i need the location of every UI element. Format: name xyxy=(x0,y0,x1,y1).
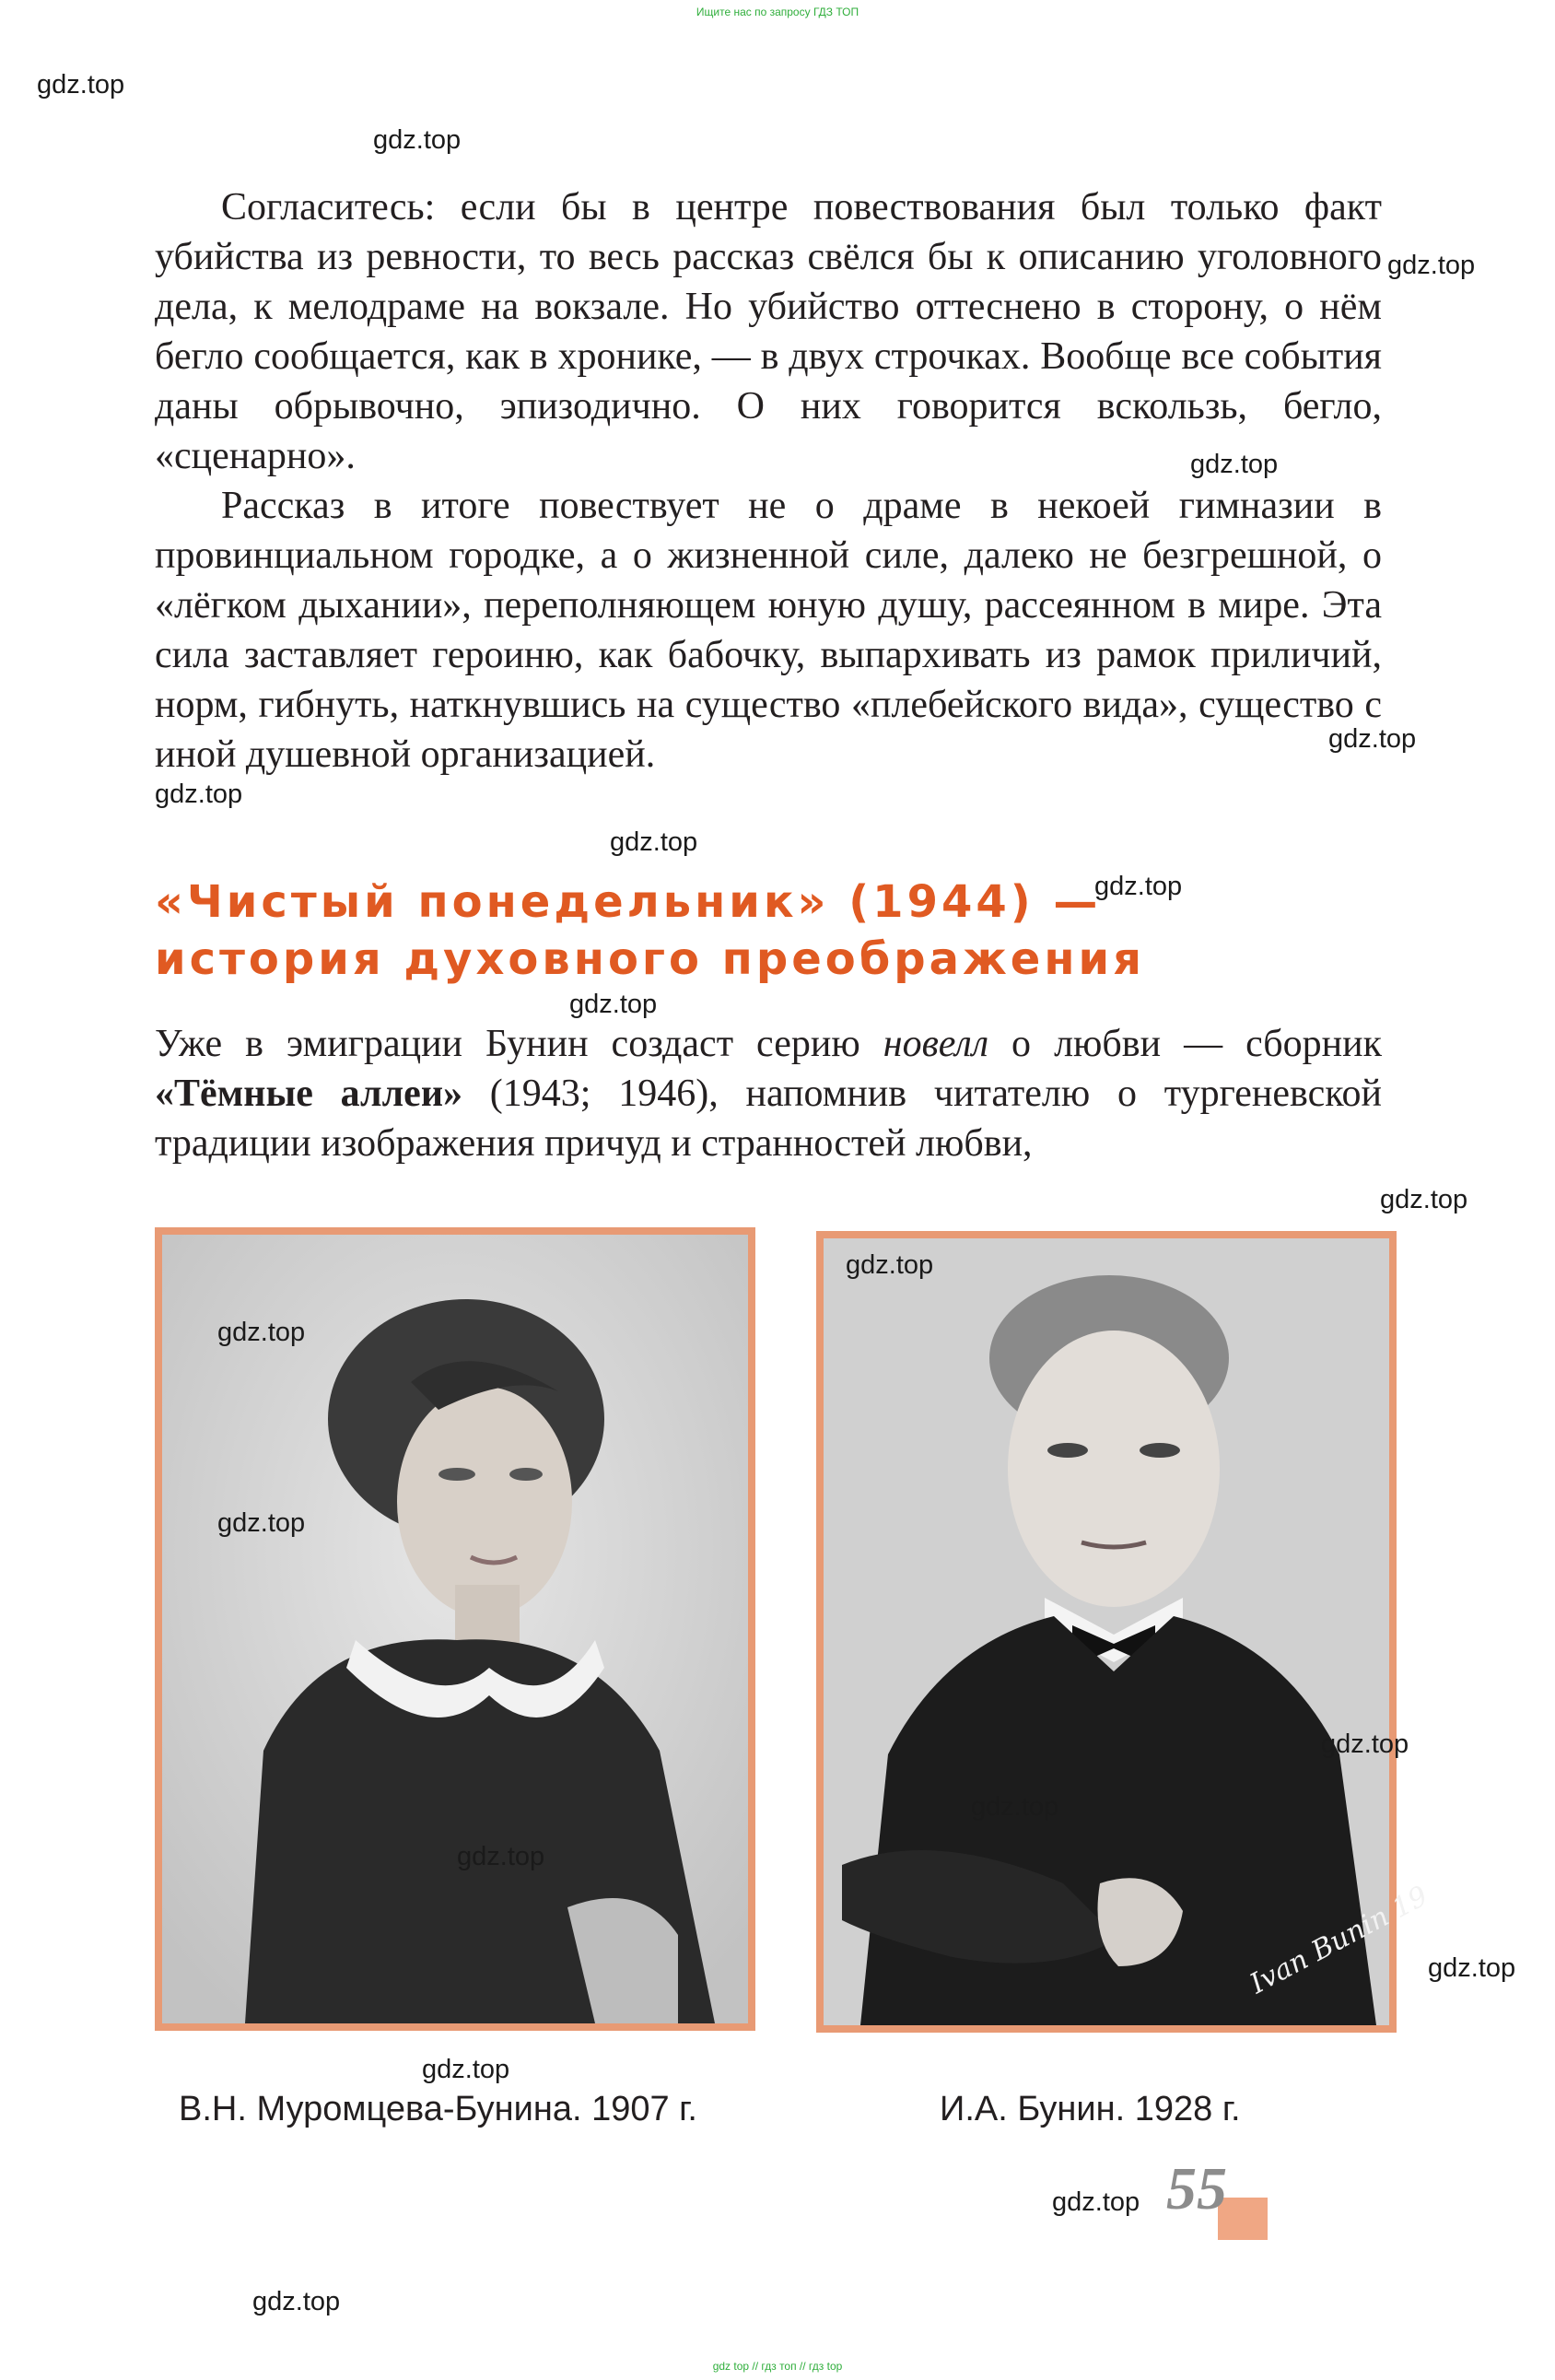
watermark: gdz.top xyxy=(1321,1729,1409,1759)
italic-term: новелл xyxy=(883,1023,989,1065)
body-text-block xyxy=(155,182,1382,780)
watermark: gdz.top xyxy=(1380,1185,1468,1214)
watermark: gdz.top xyxy=(457,1842,545,1871)
top-note: Ищите нас по запросу ГДЗ ТОП xyxy=(696,6,859,18)
book-title: «Тёмные аллеи» xyxy=(155,1073,463,1115)
watermark: gdz.top xyxy=(422,2055,510,2084)
watermark: gdz.top xyxy=(1094,872,1183,901)
photo-muromtseva xyxy=(155,1227,755,2031)
portrait-woman-image xyxy=(162,1235,748,2023)
watermark: gdz.top xyxy=(569,990,658,1019)
watermark: gdz.top xyxy=(1052,2187,1140,2217)
text-run: (1943; 1946), напомнив читателю о тургеневской традиции изображения причуд и странностей любви, xyxy=(155,1073,1382,1165)
watermark: gdz.top xyxy=(37,70,125,100)
portrait-man-image xyxy=(824,1238,1433,2025)
watermark: gdz.top xyxy=(846,1250,934,1280)
signature: Ivan Bunin 19 xyxy=(1245,1880,1433,2001)
watermark: gdz.top xyxy=(217,1508,306,1538)
paragraph: Рассказ в итоге повествует не о драме в некоей гимназии в провинциальном городке, а о жизненной силе, далеко не безгрешной, о «лёгком дыхании», переполняющем юную душу, рассеянном в мире. Эта сила заставляет героиню, как бабочку, выпархивать из рамок приличий, норм, гибнуть, наткнувшись на существо «плебейского вида», существо с иной душевной организацией. xyxy=(155,485,1382,776)
body-text-block xyxy=(155,1019,1382,1168)
bottom-note: gdz top // гдз топ // гдз top xyxy=(712,2360,843,2373)
photo-bunin xyxy=(816,1231,1433,2033)
watermark: gdz.top xyxy=(252,2287,341,2316)
watermark: gdz.top xyxy=(1190,450,1279,479)
watermark: gdz.top xyxy=(1428,1953,1516,1983)
watermark: gdz.top xyxy=(217,1318,306,1347)
photo-caption-left: В.Н. Муромцева-Бунина. 1907 г. xyxy=(179,2090,697,2128)
section-heading xyxy=(155,873,1260,988)
watermark: gdz.top xyxy=(1387,251,1476,280)
watermark: gdz.top xyxy=(971,1792,1059,1822)
text-run: Уже в эмиграции Бунин создаст серию xyxy=(155,1023,883,1065)
text-run: о любви — сборник xyxy=(988,1023,1382,1065)
paragraph xyxy=(155,1019,1382,1168)
watermark: gdz.top xyxy=(155,780,243,809)
heading-line: «Чистый понедельник» (1944) — xyxy=(155,876,1102,928)
watermark: gdz.top xyxy=(373,125,462,155)
watermark: gdz.top xyxy=(1328,724,1417,754)
page-number: 55 xyxy=(1166,2155,1227,2222)
paragraph: Согласитесь: если бы в центре повествования был только факт убийства из ревности, то весь рассказ свёлся бы к описанию уголовного дела, к мелодраме на вокзале. Но убийство оттеснено в сторону, о нём бегло сообщается, как в хронике, — в двух строчках. Вообще все события даны обрывочно, эпизодично. О них говорится вскользь, бегло, «сценарно». xyxy=(155,186,1382,477)
photo-caption-right: И.А. Бунин. 1928 г. xyxy=(940,2090,1241,2128)
watermark: gdz.top xyxy=(610,827,698,857)
heading-line: история духовного преображения xyxy=(155,933,1145,985)
